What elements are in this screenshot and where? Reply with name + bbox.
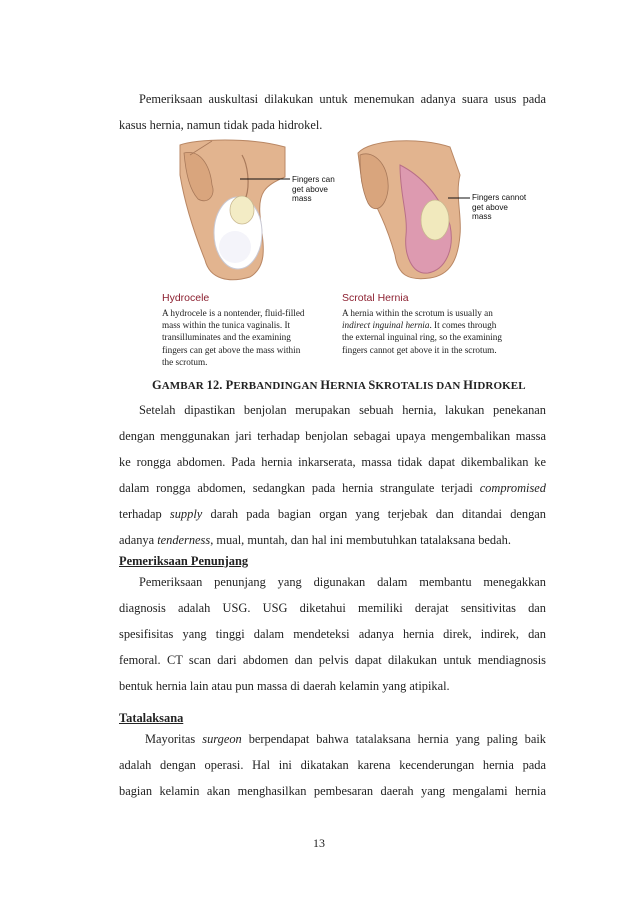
section-heading-penunjang: Pemeriksaan Penunjang bbox=[119, 554, 249, 568]
section1-line-4: femoral. CT scan dari abdomen dan pelvis dapat dilakukan untuk mendiagnosis bbox=[119, 653, 546, 667]
intro-paragraph bbox=[119, 86, 546, 138]
tatalaksana-paragraph bbox=[119, 726, 546, 804]
section-heading-tatalaksana: Tatalaksana bbox=[119, 711, 184, 725]
intro-line-2: kasus hernia, namun tidak pada hidrokel. bbox=[119, 118, 323, 132]
figure-caption: GAMBAR 12. PERBANDINGAN HERNIA SKROTALIS DAN HIDROKEL bbox=[152, 378, 526, 392]
section1-line-5: bentuk hernia lain atau pun massa di daerah kelamin yang atipikal. bbox=[119, 679, 450, 693]
scrotal-hernia-description: A hernia within the scrotum is usually an indirect inguinal hernia. It comes through the external inguinal ring, so the examining fingers cannot get above it in the scrotum. bbox=[342, 308, 502, 355]
penunjang-paragraph bbox=[119, 569, 546, 699]
hydrocele-illustration bbox=[180, 140, 290, 280]
intro-line-1: Pemeriksaan auskultasi dilakukan untuk menemukan adanya suara usus pada bbox=[139, 92, 546, 106]
section2-line-3: bagian kelamin akan menghasilkan pembesaran daerah yang mengalami hernia bbox=[119, 784, 546, 798]
para1-line-1: Setelah dipastikan benjolan merupakan sebuah hernia, lakukan penekanan bbox=[139, 403, 546, 417]
para1-line-4: dalam rongga abdomen, sedangkan pada hernia strangulate terjadi compromised bbox=[119, 481, 546, 495]
section1-line-3: spesifisitas yang tinggi dalam mendeteksi adanya hernia direk, indirek, dan bbox=[119, 627, 546, 641]
hernia-hydrocele-figure bbox=[150, 135, 532, 367]
scrotal-hernia-title: Scrotal Hernia bbox=[342, 292, 409, 304]
section2-line-2: adalah dengan operasi. Hal ini dikatakan karena kecenderungan hernia pada bbox=[119, 758, 546, 772]
hydrocele-title: Hydrocele bbox=[162, 292, 210, 304]
section1-line-1: Pemeriksaan penunjang yang digunakan dalam membantu menegakkan bbox=[139, 575, 546, 589]
hydrocele-description: A hydrocele is a nontender, fluid-filled mass within the tunica vaginalis. It transilluminates and the examining fingers can get above the mass within the scrotum. bbox=[162, 308, 305, 367]
para1-line-6: adanya tenderness, mual, muntah, dan hal ini membutuhkan tatalaksana bedah. bbox=[119, 533, 511, 547]
scrotal-hernia-illustration bbox=[358, 141, 470, 279]
section2-line-1: Mayoritas surgeon berpendapat bahwa tatalaksana hernia yang paling baik bbox=[145, 732, 546, 746]
page-number: 13 bbox=[313, 836, 325, 850]
para1-line-3: ke rongga abdomen. Pada hernia inkarserata, massa tidak dapat dikembalikan ke bbox=[119, 455, 546, 469]
left-figure-label: Fingers can get above mass bbox=[292, 175, 335, 204]
reduction-paragraph bbox=[119, 397, 546, 553]
para1-line-2: dengan menggunakan jari terhadap benjolan sebagai upaya mengembalikan massa bbox=[119, 429, 546, 443]
para1-line-5: terhadap supply darah pada bagian organ yang terjebak dan ditandai dengan bbox=[119, 507, 546, 521]
right-figure-label: Fingers cannot get above mass bbox=[472, 193, 527, 222]
section1-line-2: diagnosis adalah USG. USG diketahui memiliki derajat sensitivitas dan bbox=[119, 601, 546, 615]
